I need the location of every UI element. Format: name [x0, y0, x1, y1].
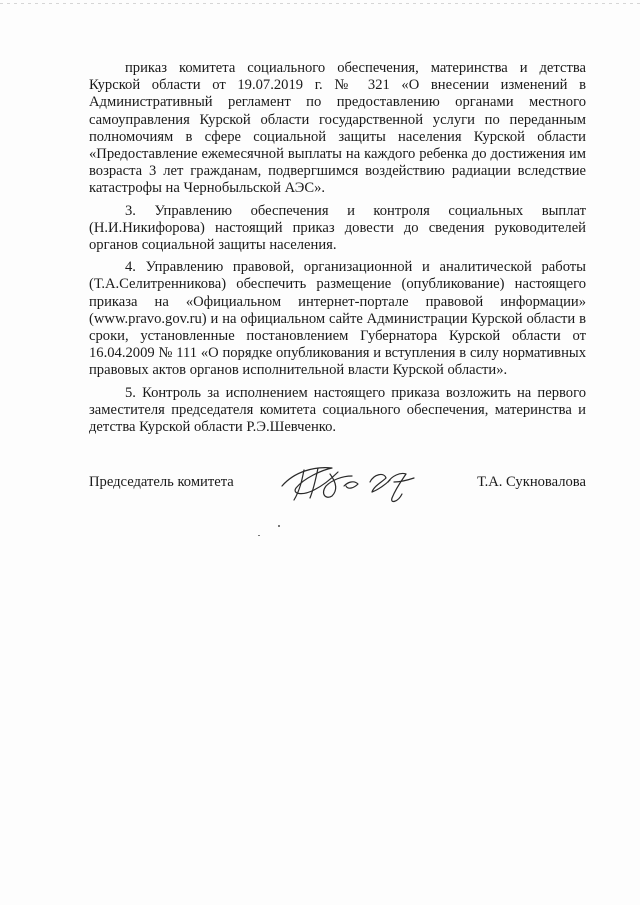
signatory-title: Председатель комитета — [89, 474, 234, 490]
handwritten-signature — [274, 452, 424, 512]
signature-block — [89, 474, 586, 514]
paragraph-item-3: 3. Управлению обеспечения и контроля социальных выплат (Н.И.Никифорова) настоящий приказ довести до сведения руководителей органов социальной защиты населения. — [89, 202, 586, 254]
paragraph-order-reference: приказ комитета социального обеспечения, материнства и детства Курской области от 19.07.2019 г. № 321 «О внесении изменений в Административный регламент по предоставлению органами местного самоуправления Курской области государственной услуги по переданным полномочиям в сфере социальной защиты населения Курской области «Предоставление ежемесячной выплаты на каждого ребенка до достижения им возраста 3 лет гражданам, подвергшимся воздействию радиации вследствие катастрофы на Чернобыльской АЭС». — [89, 60, 586, 197]
scan-speck — [278, 525, 280, 527]
scan-edge-line — [0, 3, 640, 4]
scan-speck — [258, 535, 260, 536]
signatory-name: Т.А. Сукновалова — [477, 474, 586, 490]
document-body — [89, 60, 586, 441]
paragraph-item-4: 4. Управлению правовой, организационной и аналитической работы (Т.А.Селитренникова) обеспечить размещение (опубликование) настоящего приказа на «Официальном интернет-портале правовой информации» (www.pravo.gov.ru) и на официальном сайте Администрации Курской области в сроки, установленные постановлением Губернатора Курской области от 16.04.2009 № 111 «О порядке опубликования и вступления в силу нормативных правовых актов органов исполнительной власти Курской области». — [89, 259, 586, 379]
paragraph-item-5: 5. Контроль за исполнением настоящего приказа возложить на первого заместителя председателя комитета социального обеспечения, материнства и детства Курской области Р.Э.Шевченко. — [89, 384, 586, 436]
